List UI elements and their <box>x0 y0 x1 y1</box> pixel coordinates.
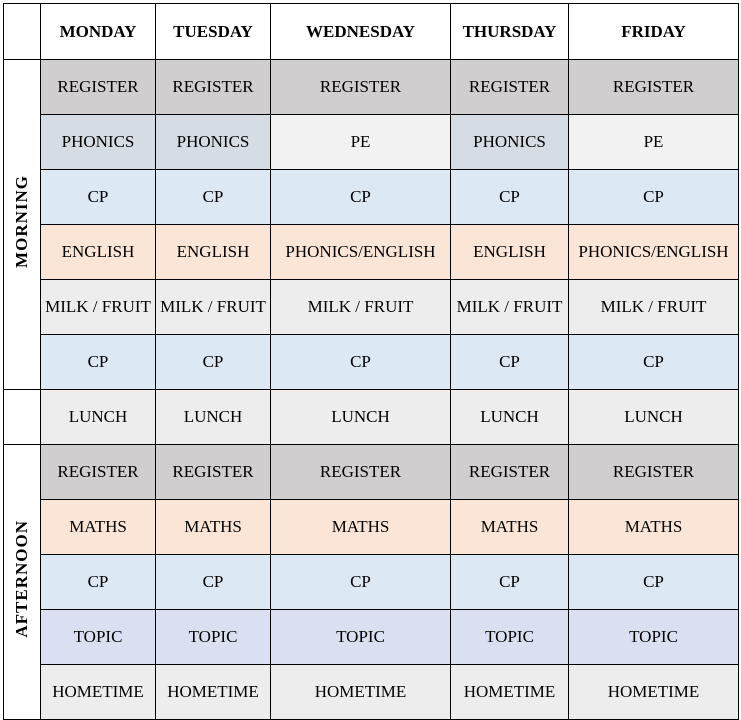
lesson-cell: HOMETIME <box>451 665 569 720</box>
lesson-cell: REGISTER <box>271 445 451 500</box>
day-header-wednesday: WEDNESDAY <box>271 4 451 60</box>
lesson-cell: CP <box>271 555 451 610</box>
lesson-cell: REGISTER <box>156 445 271 500</box>
lesson-cell: TOPIC <box>41 610 156 665</box>
lesson-cell: LUNCH <box>41 390 156 445</box>
day-header-friday: FRIDAY <box>569 4 739 60</box>
lesson-cell: TOPIC <box>451 610 569 665</box>
lesson-cell: REGISTER <box>569 60 739 115</box>
day-header-monday: MONDAY <box>41 4 156 60</box>
day-header-tuesday: TUESDAY <box>156 4 271 60</box>
lesson-cell: MATHS <box>271 500 451 555</box>
lesson-cell: ENGLISH <box>156 225 271 280</box>
lesson-cell: MILK / FRUIT <box>156 280 271 335</box>
table-row <box>4 335 739 390</box>
lesson-cell: REGISTER <box>156 60 271 115</box>
lesson-cell: TOPIC <box>569 610 739 665</box>
lesson-cell: MATHS <box>569 500 739 555</box>
day-header-thursday: THURSDAY <box>451 4 569 60</box>
lesson-cell: REGISTER <box>41 445 156 500</box>
lesson-cell: REGISTER <box>451 60 569 115</box>
lesson-cell: CP <box>156 170 271 225</box>
lesson-cell: CP <box>41 170 156 225</box>
lesson-cell: PHONICS <box>41 115 156 170</box>
lesson-cell: MATHS <box>156 500 271 555</box>
lesson-cell: ENGLISH <box>451 225 569 280</box>
table-row <box>4 170 739 225</box>
lesson-cell: REGISTER <box>271 60 451 115</box>
lesson-cell: PE <box>569 115 739 170</box>
lesson-cell: CP <box>451 555 569 610</box>
lesson-cell: CP <box>569 335 739 390</box>
lesson-cell: REGISTER <box>569 445 739 500</box>
lesson-cell: TOPIC <box>271 610 451 665</box>
lesson-cell: CP <box>451 335 569 390</box>
table-row <box>4 225 739 280</box>
lesson-cell: PHONICS <box>156 115 271 170</box>
lesson-cell: LUNCH <box>569 390 739 445</box>
lesson-cell: PHONICS/ENGLISH <box>569 225 739 280</box>
header-row <box>4 4 739 60</box>
table-row <box>4 60 739 115</box>
lesson-cell: TOPIC <box>156 610 271 665</box>
table-row <box>4 445 739 500</box>
lesson-cell: HOMETIME <box>569 665 739 720</box>
lesson-cell: LUNCH <box>156 390 271 445</box>
lesson-cell: HOMETIME <box>271 665 451 720</box>
lesson-cell: MATHS <box>41 500 156 555</box>
lesson-cell: PHONICS <box>451 115 569 170</box>
lesson-cell: MILK / FRUIT <box>569 280 739 335</box>
lesson-cell: REGISTER <box>451 445 569 500</box>
lesson-cell: MILK / FRUIT <box>41 280 156 335</box>
lesson-cell: PHONICS/ENGLISH <box>271 225 451 280</box>
period-label-afternoon: AFTERNOON <box>4 445 41 720</box>
table-row <box>4 390 739 445</box>
lesson-cell: REGISTER <box>41 60 156 115</box>
lesson-cell: CP <box>451 170 569 225</box>
lesson-cell: PE <box>271 115 451 170</box>
period-label-lunch <box>4 390 41 445</box>
table-row <box>4 115 739 170</box>
lesson-cell: MATHS <box>451 500 569 555</box>
lesson-cell: CP <box>156 555 271 610</box>
lesson-cell: LUNCH <box>451 390 569 445</box>
table-row <box>4 500 739 555</box>
weekly-timetable <box>3 3 739 720</box>
lesson-cell: ENGLISH <box>41 225 156 280</box>
lesson-cell: HOMETIME <box>156 665 271 720</box>
lesson-cell: CP <box>156 335 271 390</box>
lesson-cell: CP <box>569 170 739 225</box>
lesson-cell: CP <box>271 335 451 390</box>
lesson-cell: CP <box>41 555 156 610</box>
table-row <box>4 610 739 665</box>
table-row <box>4 280 739 335</box>
period-label-morning: MORNING <box>4 60 41 390</box>
lesson-cell: MILK / FRUIT <box>271 280 451 335</box>
lesson-cell: CP <box>41 335 156 390</box>
lesson-cell: CP <box>569 555 739 610</box>
corner-cell <box>4 4 41 60</box>
lesson-cell: MILK / FRUIT <box>451 280 569 335</box>
lesson-cell: HOMETIME <box>41 665 156 720</box>
table-row <box>4 555 739 610</box>
lesson-cell: CP <box>271 170 451 225</box>
table-row <box>4 665 739 720</box>
lesson-cell: LUNCH <box>271 390 451 445</box>
